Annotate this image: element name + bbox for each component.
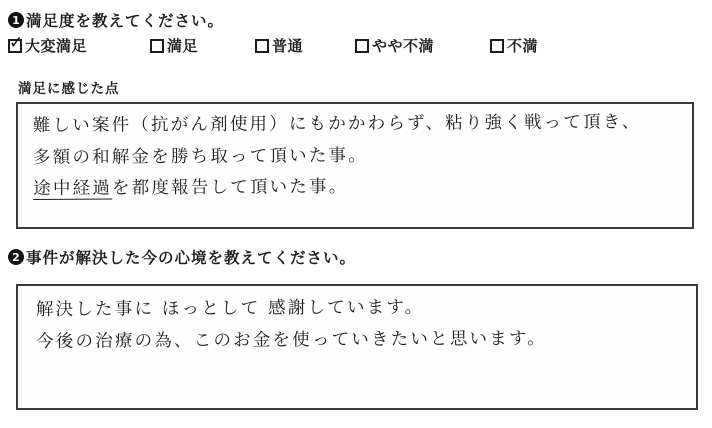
- option-label: 不満: [507, 37, 539, 55]
- satisfaction-options-row: [0, 32, 712, 57]
- question1-title: [8, 9, 224, 31]
- question2-title-text: 事件が解決した今の心境を教えてください。: [26, 249, 357, 267]
- question1-number-badge: 1: [8, 12, 24, 28]
- option-daihen-manzoku[interactable]: [8, 32, 88, 56]
- checkbox-checked-icon[interactable]: ✓: [9, 32, 24, 53]
- satisfied-points-label: 満足に感じた点: [18, 81, 120, 97]
- answer-box-satisfied-points: [16, 102, 694, 229]
- option-manzoku[interactable]: [150, 35, 198, 56]
- handwriting-line: 途中経過を都度報告して頂いた事。: [33, 177, 349, 199]
- option-fuman[interactable]: [490, 35, 538, 56]
- checkbox-empty-icon[interactable]: [490, 39, 504, 53]
- question2-title: [8, 246, 356, 268]
- option-label: やや不満: [372, 37, 435, 55]
- checkbox-empty-icon[interactable]: [355, 39, 369, 53]
- handwritten-answer-1: [18, 102, 693, 206]
- checkbox-empty-icon[interactable]: [255, 39, 269, 53]
- option-label: 満足: [167, 37, 199, 55]
- option-label: 普通: [272, 37, 304, 55]
- question1-title-text: 満足度を教えてください。: [26, 12, 225, 30]
- handwritten-answer-2: [18, 284, 696, 358]
- option-label: 大変満足: [25, 37, 88, 55]
- option-futsuu[interactable]: [255, 35, 303, 56]
- handwriting-line: 難しい案件（抗がん剤使用）にもかかわらず、粘り強く戦って頂き、: [32, 112, 642, 136]
- question2-number-badge: 2: [8, 249, 24, 265]
- handwriting-line: 解決した事に ほっとして 感謝しています。: [35, 297, 425, 320]
- handwriting-line: 多額の和解金を勝ち取って頂いた事。: [32, 145, 368, 168]
- option-yaya-fuman[interactable]: [355, 35, 434, 56]
- handwriting-line: 今後の治療の為、このお金を使っていきたいと思います。: [36, 328, 547, 352]
- answer-box-current-feelings: [16, 284, 698, 410]
- checkbox-empty-icon[interactable]: [150, 39, 164, 53]
